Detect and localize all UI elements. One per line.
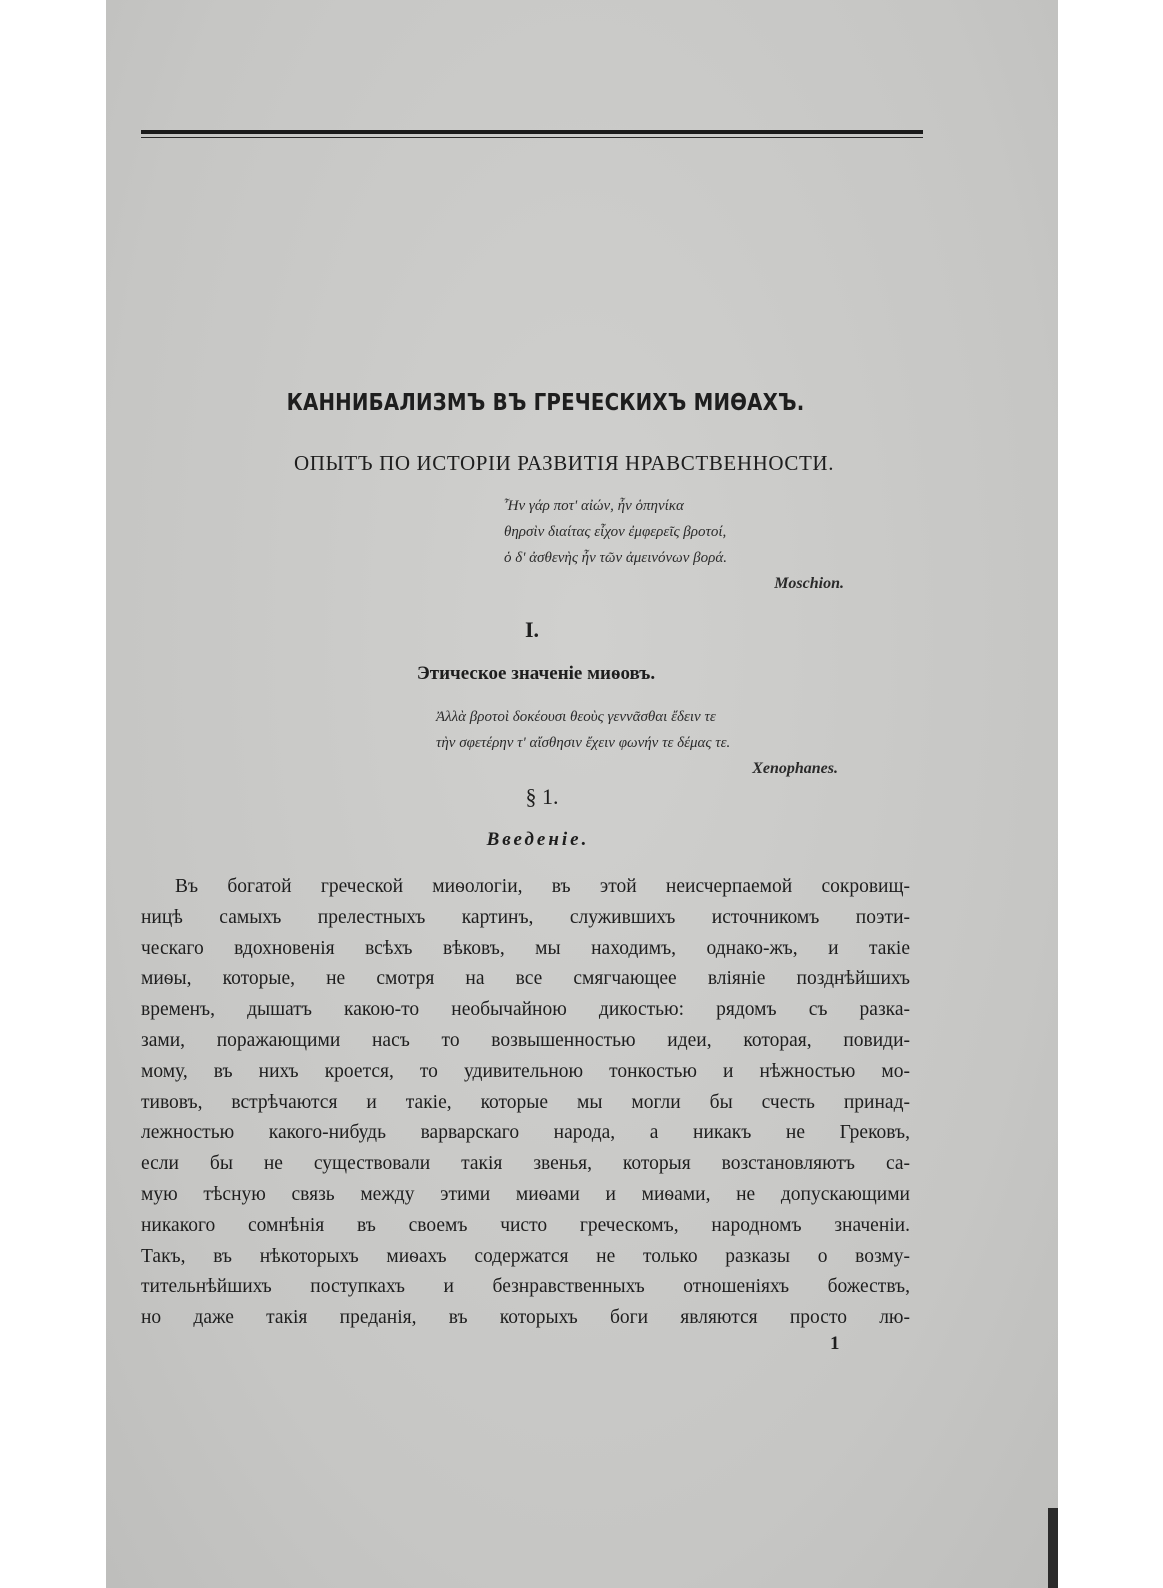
- body-line: никакого сомнѣнія въ своемъ чисто греческомъ, народномъ значеніи.: [141, 1214, 910, 1236]
- header-rule-thick: [141, 130, 923, 134]
- epigraph-xenophanes: [436, 704, 896, 782]
- body-line: Въ богатой греческой миѳологіи, въ этой неисчерпаемой сокровищ-: [175, 876, 910, 897]
- part-title: Этическое значеніе миѳовъ.: [416, 663, 656, 684]
- epigraph-line: θηρσὶν διαίτας εἶχον ἐμφερεῖς βροτοί,: [504, 524, 727, 540]
- document-page: [106, 0, 1058, 1588]
- body-line: тительнѣйшихъ поступкахъ и безнравственныхъ отношеніяхъ божествъ,: [141, 1276, 910, 1298]
- body-line: ницѣ самыхъ прелестныхъ картинъ, служившихъ источникомъ поэти-: [141, 906, 910, 928]
- part-number: I.: [524, 617, 540, 642]
- body-line: ческаго вдохновенія всѣхъ вѣковъ, мы находимъ, однако-жъ, и такіе: [141, 937, 910, 959]
- body-line: миѳы, которые, не смотря на все смягчающее вліяніе позднѣйшихъ: [141, 968, 910, 990]
- body-line: мому, въ нихъ кроется, то удивительною тонкостью и нѣжностью мо-: [141, 1060, 910, 1082]
- epigraph-line: ὁ δ' ἀσθενὴς ἦν τῶν ἀμεινόνων βορά.: [504, 550, 727, 566]
- body-line: временъ, дышатъ какою-то необычайною дикостью: рядомъ съ разка-: [141, 999, 910, 1021]
- section-title: Введеніе.: [486, 829, 590, 850]
- epigraph-moschion: [504, 493, 864, 597]
- body-line: тивовъ, встрѣчаются и такіе, которые мы могли бы счесть принад-: [141, 1091, 910, 1113]
- epigraph-line: Ἦν γάρ ποτ' αἰών, ἦν ὁπηνίκα: [504, 498, 684, 514]
- body-line: мую тѣсную связь между этими миѳами и миѳами, не допускающими: [141, 1183, 910, 1205]
- body-paragraph: [141, 872, 910, 1334]
- page-number: 1: [830, 1333, 840, 1354]
- header-rule-thin: [141, 137, 923, 138]
- body-line: но даже такія преданія, въ которыхъ боги являются просто лю-: [141, 1307, 910, 1329]
- epigraph-line: τὴν σφετέρην τ' αἴσθησιν ἔχειν φωνήν τε δέμας τε.: [436, 735, 731, 751]
- body-line: Такъ, въ нѣкоторыхъ миѳахъ содержатся не только разказы о возму-: [141, 1245, 910, 1267]
- body-line: если бы не существовали такія звенья, которыя возстановляютъ са-: [141, 1153, 910, 1175]
- body-line: лежностью какого-нибудь варварскаго народа, а никакъ не Грековъ,: [141, 1122, 910, 1144]
- epigraph-line: Ἀλλὰ βροτοὶ δοκέουσι θεοὺς γεννᾶσθαι ἔδειν τε: [436, 709, 716, 725]
- section-number: § 1.: [525, 784, 559, 809]
- article-title: КАННИБАЛИЗМЪ ВЪ ГРЕЧЕСКИХЪ МИѲАХЪ.: [286, 390, 805, 416]
- epigraph-author: Xenophanes.: [752, 760, 838, 777]
- article-subtitle: ОПЫТЪ ПО ИСТОРІИ РАЗВИТІЯ НРАВСТВЕННОСТИ.: [293, 451, 835, 475]
- body-line: зами, поражающими насъ то возвышенностью идеи, которая, повиди-: [141, 1029, 910, 1051]
- epigraph-author: Moschion.: [774, 575, 844, 592]
